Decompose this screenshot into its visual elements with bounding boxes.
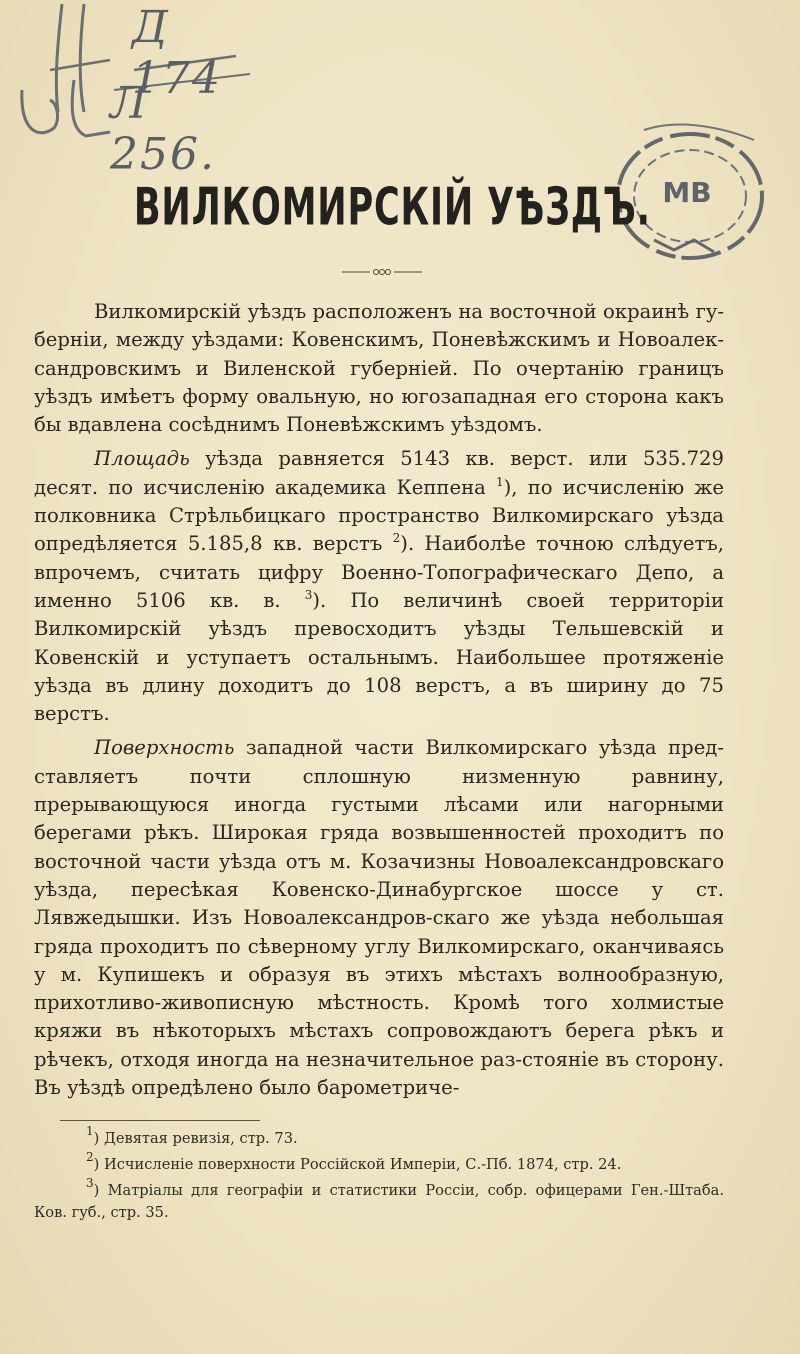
page-title: ВИЛКОМИРСКІЙ УѢЗДЪ.: [133, 176, 651, 237]
footnotes: [34, 1124, 724, 1228]
footnote-1-text: ) Девятая ревизія, стр. 73.: [93, 1130, 298, 1147]
footnote-divider: [60, 1120, 260, 1121]
footnote-1: [34, 1124, 724, 1150]
paragraph-3-lead: Поверхность: [94, 736, 235, 760]
paragraph-2-lead: Площадь: [94, 447, 190, 471]
footnote-ref-3[interactable]: 3: [304, 587, 313, 602]
footnote-1-mark: 1: [86, 1124, 94, 1138]
main-text: [34, 298, 724, 1102]
stamp-label: МВ: [662, 176, 712, 209]
footnote-ref-1[interactable]: 1: [496, 474, 504, 489]
paragraph-2-text-4: ). По величинѣ своей территоріи Вилкомирскій уѣздъ превосходитъ уѣзды Тельшевскій и Ковенскій и уступаетъ остальнымъ. Наибольшее протяженіе уѣзда въ длину доходитъ до 108 верстъ, а въ ширину до 75 верстъ.: [34, 588, 725, 726]
footnote-2-mark: 2: [86, 1150, 94, 1164]
paragraph-1: [34, 298, 724, 439]
footnote-ref-2[interactable]: 2: [392, 531, 401, 546]
handwritten-line-2: Л 256.: [110, 78, 216, 180]
title-ornament: [342, 268, 422, 276]
paragraph-2-text-1: уѣзда равняется 5143 кв. верст. или 535.729 десят. по исчисленію академика Кеппена: [34, 447, 724, 499]
paragraph-3: [34, 734, 724, 1102]
paragraph-2-text-3: ). Наиболѣе точною слѣдуетъ, впрочемъ, считать цифру Военно-Топографическаго Депо, а именно 5106 кв. в.: [34, 532, 724, 612]
page-title-block: [0, 176, 800, 237]
handwritten-shelfmark: [14, 0, 254, 180]
footnote-2: [34, 1150, 724, 1176]
handwritten-line-1: Д 174: [132, 2, 222, 104]
paragraph-3-text: западной части Вилкомирскаго уѣзда пред-ставляетъ почти сплошную низменную равнину, прерывающуюся иногда густыми лѣсами или нагорными берегами рѣкъ. Широкая гряда возвышенностей проходитъ по восточной части уѣзда отъ м. Козачизны Новоалександровскаго уѣзда, пересѣкая Ковенско-Динабургское шоссе у ст. Лявжедышки. Изъ Новоалександров-скаго же уѣзда небольшая гряда проходитъ по сѣверному углу Вилкомирскаго, оканчиваясь у м. Купишекъ и образуя въ этихъ мѣстахъ волнообразную, прихотливо-живописную мѣстность. Кромѣ того холмистые кряжи въ нѣкоторыхъ мѣстахъ сопровождаютъ берега рѣкъ и рѣчекъ, отходя иногда на незначительное раз-стояніе въ сторону. Въ уѣздѣ опредѣлено было барометриче-: [34, 736, 724, 1100]
footnote-3: [34, 1176, 724, 1224]
footnote-3-text: ) Матріалы для географіи и статистики Россіи, собр. офицерами Ген.-Штаба. Ков. губ., стр. 35.: [34, 1182, 724, 1221]
footnote-2-text: ) Исчисленіе поверхности Россійской Имперіи, С.-Пб. 1874, стр. 24.: [93, 1156, 622, 1173]
paragraph-2-text-2: ), по исчисленію же полковника Стрѣльбицкаго пространство Вилкомирскаго уѣзда опредѣляется 5.185,8 кв. верстъ: [34, 475, 725, 556]
footnote-3-mark: 3: [86, 1176, 94, 1190]
paragraph-2: [34, 445, 724, 728]
paragraph-1-text: Вилкомирскій уѣздъ расположенъ на восточной окраинѣ гу-берніи, между уѣздами: Ковенскимъ, Поневѣжскимъ и Новоалек-сандровскимъ и Виленской губерніей. По очертанію границъ уѣздъ имѣетъ форму овальную, но югозападная его сторона какъ бы вдавлена сосѣднимъ Поневѣжскимъ уѣздомъ.: [34, 300, 724, 437]
